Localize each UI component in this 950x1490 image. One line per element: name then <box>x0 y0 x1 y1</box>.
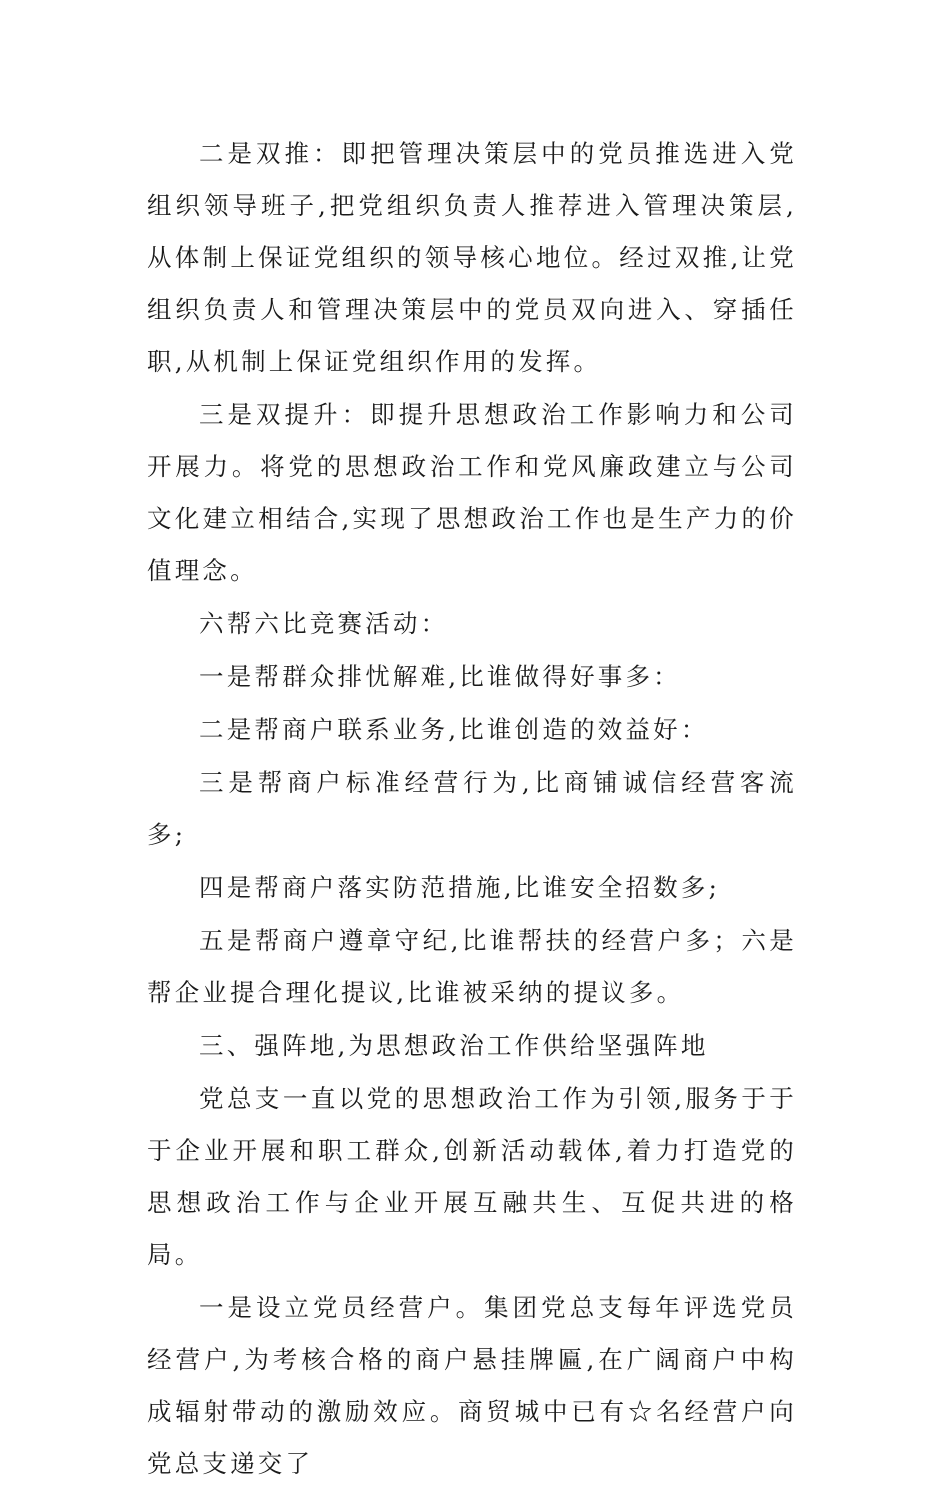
paragraph-party-branch-guidance: 党总支一直以党的思想政治工作为引领,服务于于于企业开展和职工群众,创新活动载体,着力打造党的思想政治工作与企业开展互融共生、互促共进的格局。 <box>147 1084 797 1269</box>
paragraph-competition-heading: 六帮六比竞赛活动： <box>199 609 449 638</box>
section-heading-strengthen-position: 三、强阵地,为思想政治工作供给坚强阵地 <box>199 1031 709 1060</box>
paragraph-help-standard-operation: 三是帮商户标准经营行为,比商铺诚信经营客流多; <box>147 768 797 849</box>
paragraph-help-security: 四是帮商户落实防范措施,比谁安全招数多; <box>199 873 721 902</box>
paragraph-help-masses: 一是帮群众排忧解难,比谁做得好事多： <box>199 662 681 691</box>
document-page <box>147 128 797 1490</box>
paragraph-party-member-merchants: 一是设立党员经营户。集团党总支每年评选党员经营户,为考核合格的商户悬挂牌匾,在广阔商户中构成辐射带动的激励效应。商贸城中已有☆名经营户向党总支递交了 <box>147 1293 797 1478</box>
paragraph-help-business-contact: 二是帮商户联系业务,比谁创造的效益好： <box>199 715 709 744</box>
paragraph-double-improvement: 三是双提升：即提升思想政治工作影响力和公司开展力。将党的思想政治工作和党风廉政建立与公司文化建立相结合,实现了思想政治工作也是生产力的价值理念。 <box>147 400 797 585</box>
paragraph-double-recommendation: 二是双推：即把管理决策层中的党员推选进入党组织领导班子,把党组织负责人推荐进入管理决策层,从体制上保证党组织的领导核心地位。经过双推,让党组织负责人和管理决策层中的党员双向进入、穿插任职,从机制上保证党组织作用的发挥。 <box>147 139 797 376</box>
paragraph-help-discipline: 五是帮商户遵章守纪,比谁帮扶的经营户多；六是帮企业提合理化提议,比谁被采纳的提议多。 <box>147 926 797 1007</box>
